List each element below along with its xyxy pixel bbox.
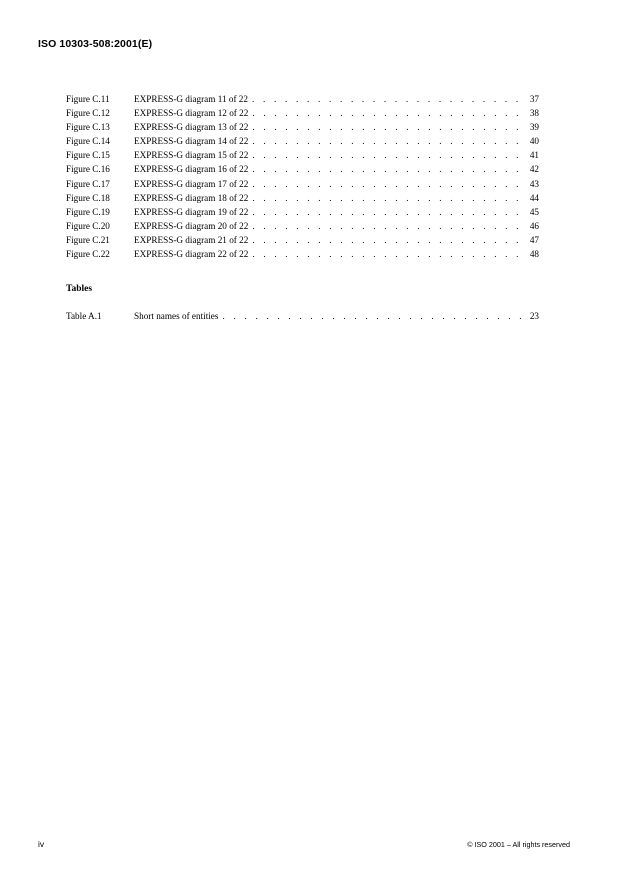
entry-page: 43 bbox=[529, 178, 539, 189]
toc-entry bbox=[66, 205, 539, 219]
dot-leader bbox=[252, 219, 523, 233]
entry-ref: Figure C.16 bbox=[66, 164, 110, 175]
entry-title: EXPRESS-G diagram 12 of 22 bbox=[134, 108, 249, 119]
toc-entry bbox=[66, 162, 539, 176]
entry-title: EXPRESS-G diagram 14 of 22 bbox=[134, 136, 249, 147]
entry-title: EXPRESS-G diagram 19 of 22 bbox=[134, 206, 249, 217]
dot-leader bbox=[252, 120, 523, 134]
dot-leader bbox=[252, 233, 523, 247]
dot-leader bbox=[252, 162, 523, 176]
entry-page: 44 bbox=[529, 192, 539, 203]
entry-title: EXPRESS-G diagram 20 of 22 bbox=[134, 220, 249, 231]
entry-title: EXPRESS-G diagram 22 of 22 bbox=[134, 249, 249, 260]
entry-page: 45 bbox=[529, 206, 539, 217]
dot-leader bbox=[252, 106, 523, 120]
dot-leader bbox=[252, 247, 523, 261]
toc-entry bbox=[66, 92, 539, 106]
entry-ref: Figure C.17 bbox=[66, 178, 110, 189]
entry-page: 41 bbox=[529, 150, 539, 161]
toc-entry bbox=[66, 106, 539, 120]
toc-entry bbox=[66, 309, 539, 323]
entry-ref: Figure C.14 bbox=[66, 136, 110, 147]
entry-title: EXPRESS-G diagram 17 of 22 bbox=[134, 178, 249, 189]
entry-title: EXPRESS-G diagram 15 of 22 bbox=[134, 150, 249, 161]
toc-entry bbox=[66, 247, 539, 261]
entry-title: EXPRESS-G diagram 21 of 22 bbox=[134, 234, 249, 245]
entry-page: 40 bbox=[529, 136, 539, 147]
entry-page: 39 bbox=[529, 122, 539, 133]
entry-title: EXPRESS-G diagram 18 of 22 bbox=[134, 192, 249, 203]
entry-ref: Figure C.21 bbox=[66, 234, 110, 245]
toc-entry bbox=[66, 233, 539, 247]
entry-title: Short names of entities bbox=[134, 311, 219, 321]
entry-ref: Figure C.13 bbox=[66, 122, 110, 133]
toc-entry bbox=[66, 120, 539, 134]
toc-entry bbox=[66, 134, 539, 148]
entry-title: EXPRESS-G diagram 13 of 22 bbox=[134, 122, 249, 133]
figures-list bbox=[66, 92, 539, 261]
toc-entry bbox=[66, 219, 539, 233]
tables-heading: Tables bbox=[66, 284, 93, 294]
entry-page: 48 bbox=[529, 249, 539, 260]
dot-leader bbox=[222, 309, 523, 323]
dot-leader bbox=[252, 92, 523, 106]
entry-title: EXPRESS-G diagram 16 of 22 bbox=[134, 164, 249, 175]
entry-page: 38 bbox=[529, 108, 539, 119]
document-header: ISO 10303-508:2001(E) bbox=[38, 38, 153, 50]
toc-entry bbox=[66, 191, 539, 205]
dot-leader bbox=[252, 205, 523, 219]
entry-page: 23 bbox=[529, 311, 539, 321]
entry-ref: Figure C.11 bbox=[66, 94, 110, 104]
toc-entry bbox=[66, 177, 539, 191]
entry-page: 42 bbox=[529, 164, 539, 175]
entry-ref: Figure C.15 bbox=[66, 150, 110, 161]
dot-leader bbox=[252, 134, 523, 148]
page-number: iv bbox=[38, 839, 45, 849]
entry-ref: Table A.1 bbox=[66, 311, 102, 321]
copyright-notice: © ISO 2001 – All rights reserved bbox=[467, 840, 570, 849]
entry-title: EXPRESS-G diagram 11 of 22 bbox=[134, 94, 248, 104]
toc-entry bbox=[66, 148, 539, 162]
entry-ref: Figure C.19 bbox=[66, 206, 110, 217]
dot-leader bbox=[252, 191, 523, 205]
entry-ref: Figure C.20 bbox=[66, 220, 110, 231]
dot-leader bbox=[252, 177, 523, 191]
entry-ref: Figure C.22 bbox=[66, 249, 110, 260]
entry-page: 47 bbox=[529, 234, 539, 245]
entry-ref: Figure C.18 bbox=[66, 192, 110, 203]
entry-page: 37 bbox=[529, 94, 539, 104]
entry-page: 46 bbox=[529, 220, 539, 231]
dot-leader bbox=[252, 148, 523, 162]
tables-list bbox=[66, 309, 539, 323]
entry-ref: Figure C.12 bbox=[66, 108, 110, 119]
